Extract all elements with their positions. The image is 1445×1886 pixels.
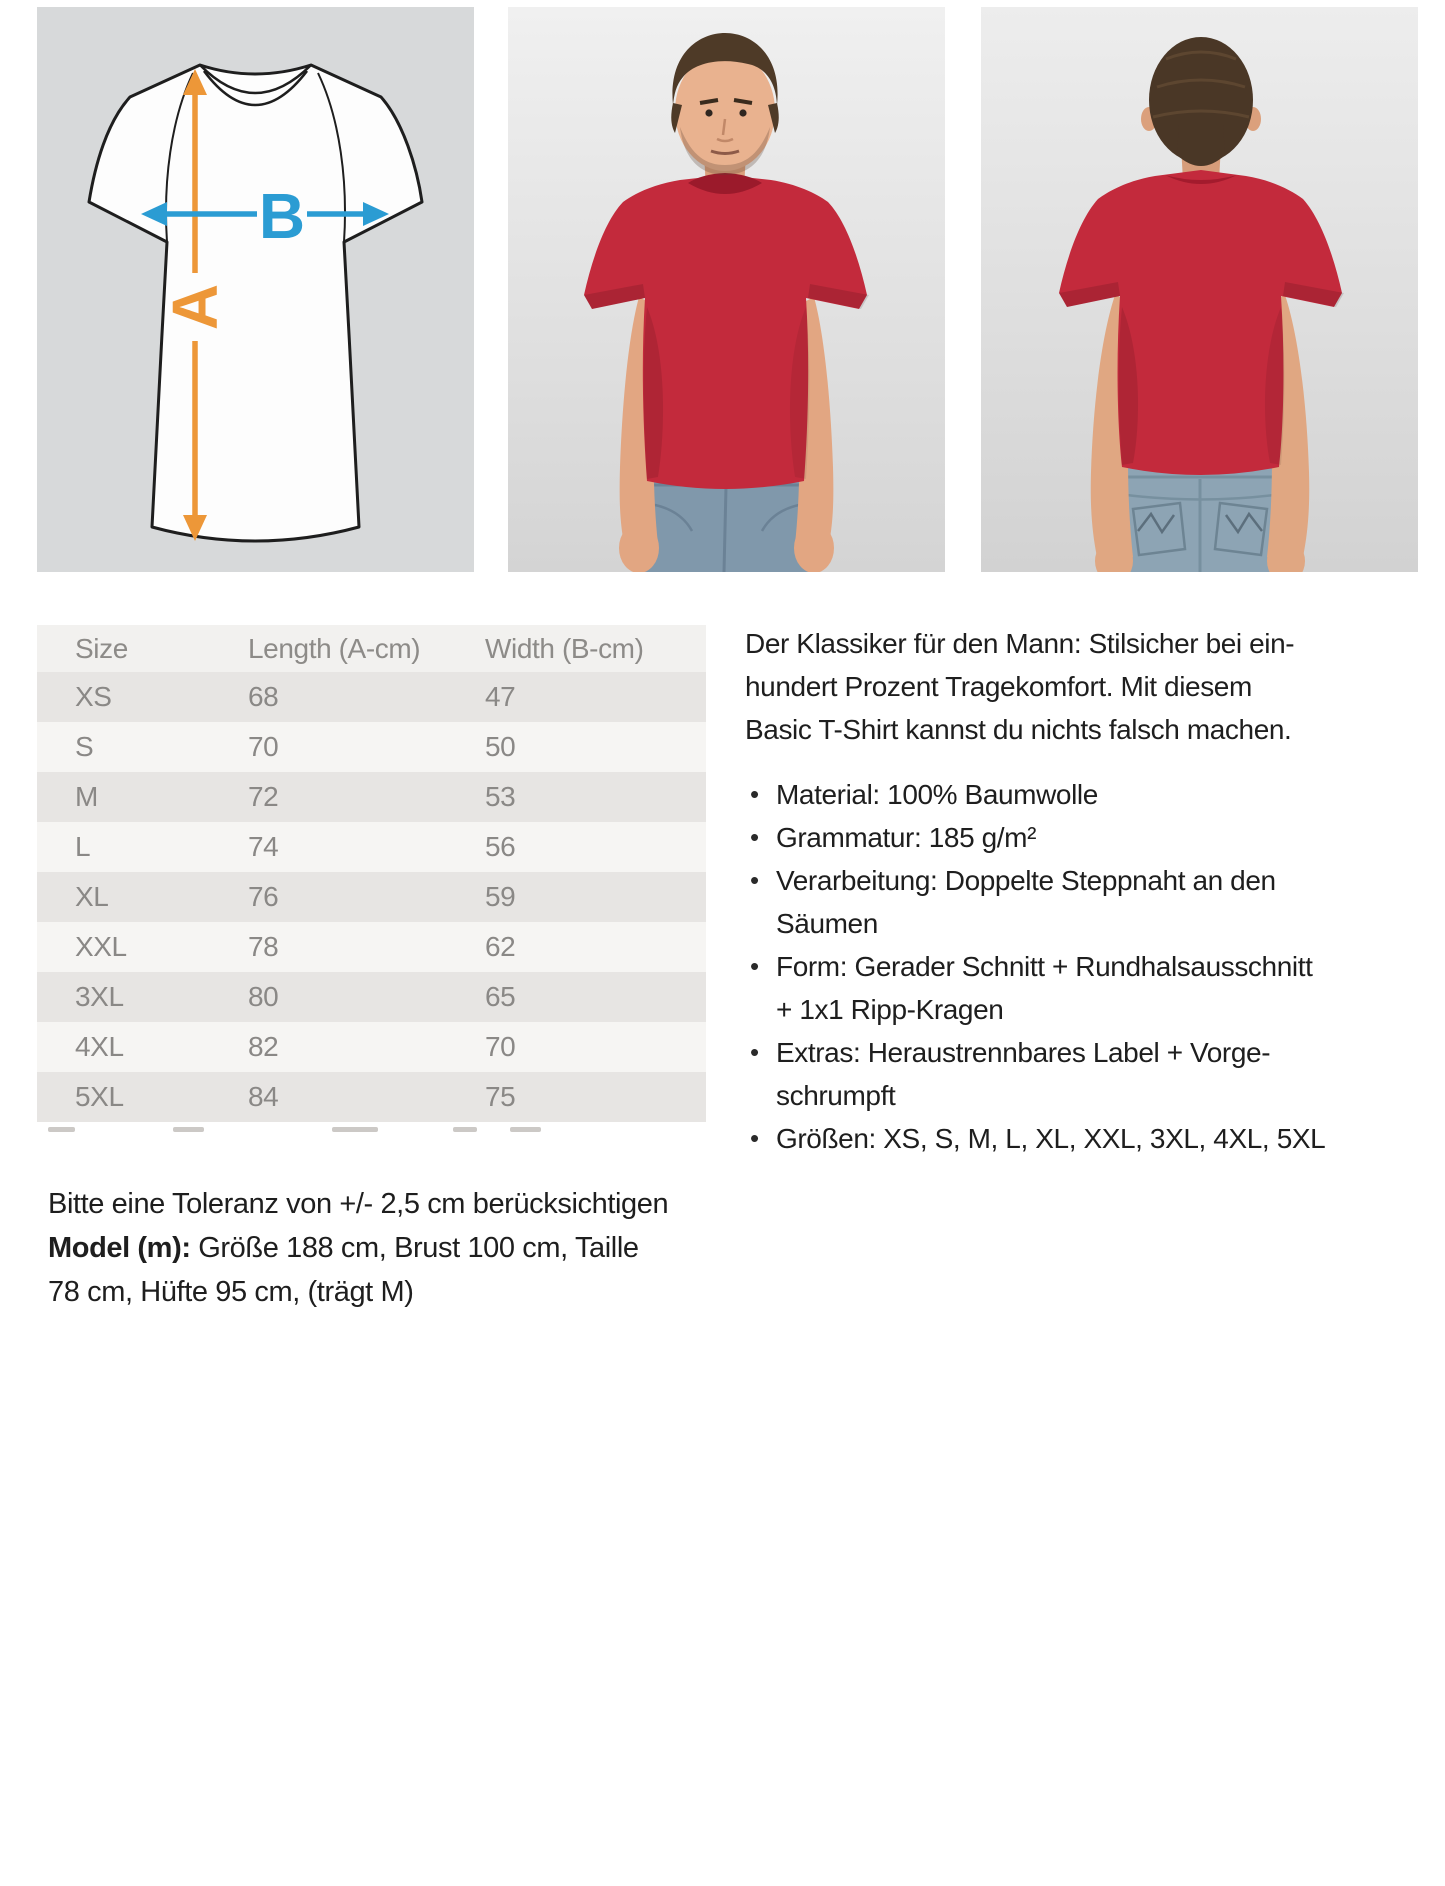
intro-line: Basic T-Shirt kannst du nichts falsch machen. [745, 714, 1292, 745]
spec-item [745, 1117, 1421, 1160]
size-chart-body [37, 672, 706, 1122]
tshirt-measurement-diagram [37, 7, 474, 572]
table-cell: XL [37, 872, 210, 922]
table-cell: 82 [210, 1022, 447, 1072]
jeans-back [1112, 465, 1288, 572]
spec-item-line: • Grammatur: 185 g/m² [776, 822, 1037, 853]
table-cell: L [37, 822, 210, 872]
table-row [37, 772, 706, 822]
table-row [37, 822, 706, 872]
table-cell: 4XL [37, 1022, 210, 1072]
spec-item [745, 945, 1421, 1031]
table-cell: 84 [210, 1072, 447, 1122]
table-cell: 65 [447, 972, 706, 1022]
table-cell: 50 [447, 722, 706, 772]
spec-item-line: • Größen: XS, S, M, L, XL, XXL, 3XL, 4XL, 5XL [776, 1123, 1326, 1154]
spec-item-line: • Form: Gerader Schnitt + Rundhalsausschnitt [776, 951, 1313, 982]
table-row [37, 922, 706, 972]
column-header-size: Size [37, 625, 210, 672]
spec-item [745, 859, 1421, 945]
table-cell: 59 [447, 872, 706, 922]
table-cell: 78 [210, 922, 447, 972]
column-header-width: Width (B-cm) [447, 625, 706, 672]
spec-item-line: + 1x1 Ripp-Kragen [776, 994, 1004, 1025]
spec-item [745, 1031, 1421, 1117]
clipped-row-hint [37, 1127, 706, 1134]
spec-item [745, 773, 1421, 816]
size-chart-table [37, 625, 706, 1122]
intro-line: Der Klassiker für den Mann: Stilsicher bei ein- [745, 628, 1295, 659]
table-header-row [37, 625, 706, 672]
model-note-line2: 78 cm, Hüfte 95 cm, (trägt M) [48, 1276, 414, 1308]
table-row [37, 872, 706, 922]
table-row [37, 1072, 706, 1122]
table-cell: 53 [447, 772, 706, 822]
table-cell: XXL [37, 922, 210, 972]
table-row [37, 972, 706, 1022]
spec-list [745, 773, 1421, 1160]
spec-item [745, 816, 1421, 859]
table-row [37, 1022, 706, 1072]
model-back-photo [981, 7, 1418, 572]
model-note-line1: Größe 188 cm, Brust 100 cm, Taille [190, 1232, 639, 1264]
spec-item-line: • Extras: Heraustrennbares Label + Vorge- [776, 1037, 1271, 1068]
model-front-photo [508, 7, 945, 572]
spec-item-line: Säumen [776, 908, 878, 939]
spec-item-line: • Material: 100% Baumwolle [776, 779, 1098, 810]
model-note [48, 1226, 688, 1270]
table-cell: 5XL [37, 1072, 210, 1122]
table-cell: 72 [210, 772, 447, 822]
table-cell: 75 [447, 1072, 706, 1122]
table-row [37, 722, 706, 772]
spec-item-line: • Verarbeitung: Doppelte Steppnaht an den [776, 865, 1276, 896]
table-cell: 56 [447, 822, 706, 872]
table-cell: 70 [447, 1022, 706, 1072]
measurement-notes [48, 1182, 688, 1314]
measure-label-b: B [258, 180, 306, 252]
table-cell: 74 [210, 822, 447, 872]
column-header-length: Length (A-cm) [210, 625, 447, 672]
measure-label-a: A [159, 283, 231, 331]
table-cell: S [37, 722, 210, 772]
size-diagram-image [37, 7, 474, 572]
table-cell: 3XL [37, 972, 210, 1022]
table-cell: 62 [447, 922, 706, 972]
table-cell: 76 [210, 872, 447, 922]
table-cell: 47 [447, 672, 706, 722]
table-cell: XS [37, 672, 210, 722]
model-note-label: Model (m): [48, 1232, 191, 1264]
model-front-illustration [508, 7, 945, 572]
intro-paragraph [745, 622, 1421, 751]
tshirt-outline-icon [89, 65, 422, 541]
table-cell: 70 [210, 722, 447, 772]
table-cell: 80 [210, 972, 447, 1022]
tolerance-note: Bitte eine Toleranz von +/- 2,5 cm berücksichtigen [48, 1188, 669, 1220]
product-description [745, 622, 1421, 1160]
model-back-illustration [981, 7, 1418, 572]
table-cell: M [37, 772, 210, 822]
table-cell: 68 [210, 672, 447, 722]
table-row [37, 672, 706, 722]
intro-line: hundert Prozent Tragekomfort. Mit diesem [745, 671, 1252, 702]
spec-item-line: schrumpft [776, 1080, 896, 1111]
